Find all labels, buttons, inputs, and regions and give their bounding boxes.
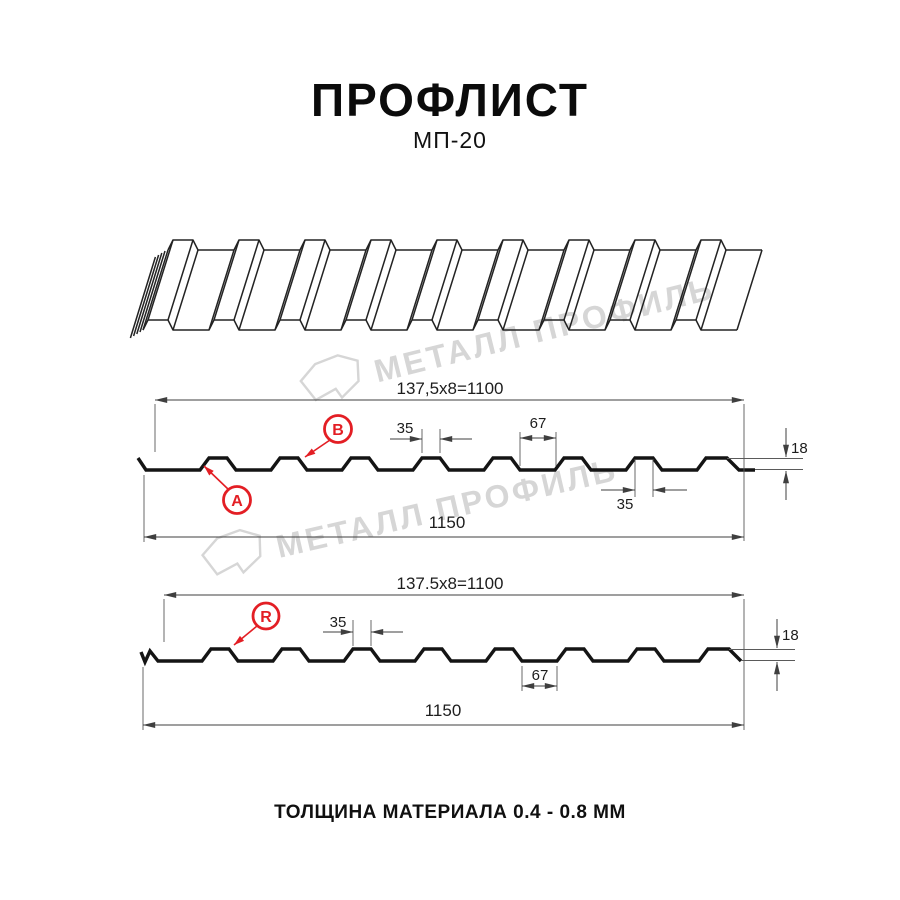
dim-height — [729, 619, 799, 691]
dim-valley-width — [522, 666, 557, 691]
dim-label-valley-width: 67 — [529, 415, 547, 432]
callout-r — [234, 603, 279, 645]
dim-label-height: 18 — [782, 627, 799, 644]
watermark-1 — [297, 263, 718, 407]
callout-b — [305, 416, 352, 458]
footer-text: ТОЛЩИНА МАТЕРИАЛА 0.4 - 0.8 ММ — [274, 802, 626, 823]
page-title: ПРОФЛИСТ — [311, 74, 589, 126]
dim-valley-width — [520, 415, 556, 466]
callout-a — [204, 466, 251, 514]
dim-label-crest-width: 35 — [396, 420, 414, 437]
cut-edge-lines — [130, 251, 165, 338]
dim-label-crest-width-2: 35 — [616, 496, 634, 513]
profile-outline — [138, 458, 755, 470]
dim-crest-width — [323, 614, 403, 646]
dim-label-crest-width: 35 — [329, 614, 347, 631]
profile-outline — [141, 649, 741, 662]
dim-label-valley-width: 67 — [531, 667, 549, 684]
callout-b-letter: B — [332, 422, 344, 439]
page-subtitle: МП-20 — [413, 127, 487, 153]
dim-label-height: 18 — [791, 440, 808, 457]
callout-r-letter: R — [260, 609, 272, 626]
dim-label-working-width: 137,5x8=1100 — [396, 379, 504, 398]
dim-crest-width — [390, 420, 472, 453]
callout-a-letter: A — [231, 493, 243, 510]
dim-label-overall-width: 1150 — [424, 701, 462, 720]
dim-label-working-width: 137.5x8=1100 — [396, 574, 504, 593]
dim-label-overall-width: 1150 — [428, 513, 466, 532]
dim-overall-width — [143, 667, 744, 730]
cross-section-bottom — [141, 574, 799, 730]
dim-height — [727, 428, 808, 500]
drawing-canvas: МЕТАЛЛ ПРОФИЛЬ ПРОФЛИСТ МП-20 137,5x8=1100 35 67 35 1150 18 B A 137.5x8=1100 35 67 1150 18 R ТОЛЩИНА МАТЕРИАЛА 0.4 - 0.8 ММ — [76, 7, 808, 823]
footer — [274, 802, 626, 823]
header — [311, 74, 589, 153]
